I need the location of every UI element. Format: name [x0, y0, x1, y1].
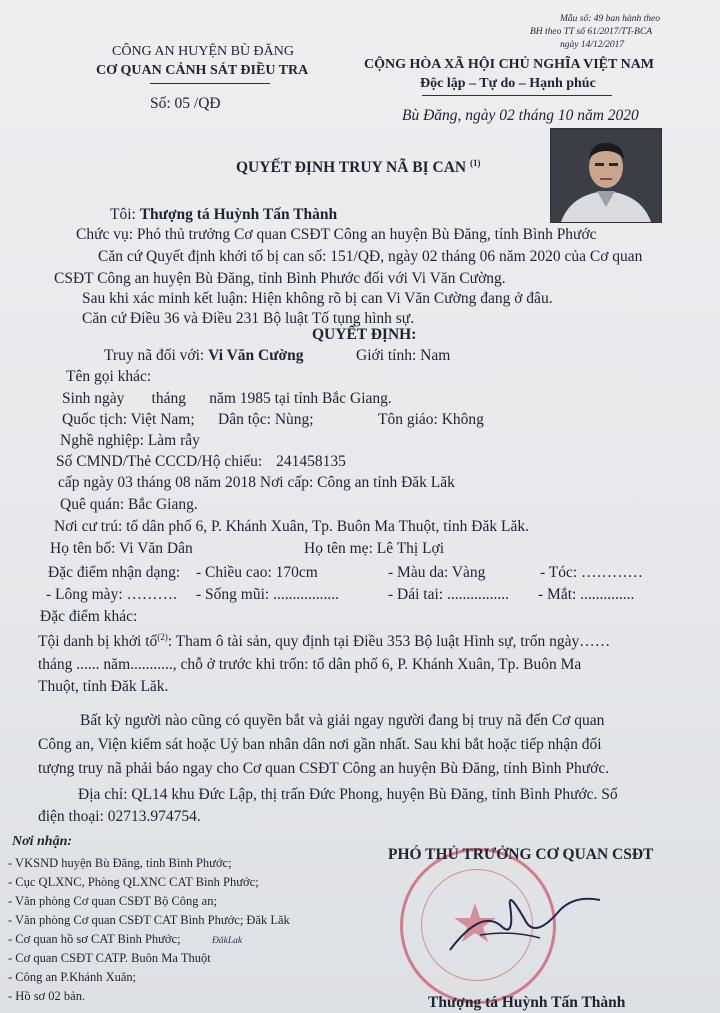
basis-line1: Căn cứ Quyết định khởi tố bị can số: 151/QĐ, ngày 02 tháng 06 năm 2020 của Cơ quan — [98, 248, 643, 265]
form-note-line2: BH theo TT số 61/2017/TT-BCA — [530, 27, 653, 37]
handwritten-note: ĐăkLak — [212, 936, 243, 946]
hometown: Quê quán: Bắc Giang. — [60, 496, 198, 513]
wanted-name: Vi Văn Cường — [208, 347, 304, 364]
portrait-icon — [551, 129, 661, 222]
notice-line4: Địa chỉ: QL14 khu Đức Lập, thị trấn Đức Phong, huyện Bù Đăng, tỉnh Bình Phước. Số — [78, 786, 618, 803]
wanted-label: Truy nã đối với: — [104, 347, 205, 364]
other-features: Đặc điểm khác: — [40, 608, 138, 625]
basis-line3: Sau khi xác minh kết luận: Hiện không rõ bị can Vi Văn Cường đang ở đâu. — [82, 290, 553, 307]
agency-line1: CÔNG AN HUYỆN BÙ ĐĂNG — [112, 44, 294, 59]
issuer-position: Chức vụ: Phó thủ trưởng Cơ quan CSĐT Công an huyện Bù Đăng, tỉnh Bình Phước — [76, 226, 597, 243]
signature-title: PHÓ THỦ TRƯỞNG CƠ QUAN CSĐT — [388, 846, 654, 863]
decision-heading: QUYẾT ĐỊNH: — [312, 326, 417, 343]
recipient-item: - Cục QLXNC, Phòng QLXNC CAT Bình Phước; — [8, 875, 259, 889]
recipient-item: - Văn phòng Cơ quan CSĐT CAT Bình Phước; Đăk Lăk — [8, 913, 290, 927]
feature-eyebrows: - Lông mày: ………. — [46, 586, 177, 603]
charge-line3: Thuột, tỉnh Đăk Lăk. — [38, 678, 169, 695]
notice-line1: Bất kỳ người nào cũng có quyền bắt và giải ngay người đang bị truy nã đến Cơ quan — [80, 712, 605, 729]
notice-line3: tượng truy nã phải báo ngay cho Cơ quan CSĐT Công an huyện Bù Đăng, tỉnh Bình Phước. — [38, 760, 610, 777]
basis-line4: Căn cứ Điều 36 và Điều 231 Bộ luật Tố tụng hình sự. — [82, 310, 415, 327]
charge-line1 — [38, 632, 610, 651]
recipient-item: - Văn phòng Cơ quan CSĐT Bộ Công an; — [8, 894, 217, 908]
recipient-item: - Cơ quan hồ sơ CAT Bình Phước; — [8, 932, 181, 946]
agency-underline — [150, 83, 270, 84]
title-note: (1) — [469, 158, 481, 168]
recipients-heading: Nơi nhận: — [12, 834, 73, 849]
issuer-label: Tôi: — [110, 206, 136, 223]
religion: Tôn giáo: Không — [378, 411, 484, 428]
handwritten-signature — [440, 880, 610, 970]
id-label: Số CMND/Thẻ CCCD/Hộ chiếu: — [56, 453, 263, 470]
feature-ears: - Dái tai: ................ — [388, 586, 509, 603]
title-text: QUYẾT ĐỊNH TRUY NÃ BỊ CAN — [236, 159, 467, 177]
republic-underline — [422, 95, 612, 96]
document-number: Số: 05 /QĐ — [150, 95, 221, 112]
features-label: Đặc điểm nhận dạng: — [48, 564, 181, 581]
id-number: 241458135 — [276, 453, 346, 470]
issuer-name: Thượng tá Huỳnh Tấn Thành — [139, 206, 338, 223]
issue-date: Bù Đăng, ngày 02 tháng 10 năm 2020 — [402, 107, 639, 124]
recipient-item: - Công an P.Khánh Xuân; — [8, 970, 137, 984]
other-names: Tên gọi khác: — [66, 368, 152, 385]
id-line — [56, 453, 346, 471]
gender: Giới tính: Nam — [356, 347, 451, 364]
feature-nose: - Sống mũi: ................. — [196, 586, 339, 603]
feature-skin: - Màu da: Vàng — [388, 564, 486, 581]
feature-eyes: - Mắt: .............. — [538, 586, 635, 603]
father: Họ tên bố: Vi Văn Dân — [50, 540, 193, 557]
charge-line2: tháng ...... năm..........., chỗ ở trước khi trốn: tổ dân phố 6, P. Khánh Xuân, Tp. Buôn Ma — [38, 656, 582, 673]
notice-line2: Công an, Viện kiểm sát hoặc Uỷ ban nhân dân nơi gần nhất. Sau khi bắt hoặc tiếp nhận đối — [38, 736, 602, 753]
form-note-line1: Mẫu số: 49 ban hành theo — [560, 14, 661, 24]
birth-info: Sinh ngày tháng năm 1985 tại tỉnh Bắc Giang. — [62, 390, 392, 407]
recipient-item: - VKSND huyện Bù Đăng, tỉnh Bình Phước; — [8, 856, 232, 870]
wanted-line — [104, 347, 304, 365]
republic-line2: Độc lập – Tự do – Hạnh phúc — [420, 76, 596, 91]
charge-label: Tội danh bị khởi tố — [38, 633, 158, 651]
recipient-item: - Hồ sơ 02 bản. — [8, 989, 86, 1003]
id-issued: cấp ngày 03 tháng 08 năm 2018 Nơi cấp: Công an tỉnh Đăk Lăk — [58, 474, 455, 491]
nationality: Quốc tịch: Việt Nam; — [62, 411, 195, 428]
document-title — [236, 158, 480, 177]
issuer-line — [110, 206, 337, 224]
occupation: Nghề nghiệp: Làm rẫy — [60, 432, 200, 449]
recipient-item: - Cơ quan CSĐT CATP. Buôn Ma Thuột — [8, 951, 211, 965]
ethnicity: Dân tộc: Nùng; — [218, 411, 314, 428]
notice-line5: điện thoại: 02713.974754. — [38, 808, 201, 825]
signer-name: Thượng tá Huỳnh Tấn Thành — [428, 994, 626, 1011]
feature-height: - Chiều cao: 170cm — [196, 564, 318, 581]
feature-hair: - Tóc: ………… — [540, 564, 644, 581]
basis-line2: CSĐT Công an huyện Bù Đăng, tỉnh Bình Phước đối với Vi Văn Cường. — [54, 270, 506, 287]
republic-line1: CỘNG HÒA XÃ HỘI CHỦ NGHĨA VIỆT NAM — [364, 57, 655, 72]
agency-line2: CƠ QUAN CẢNH SÁT ĐIỀU TRA — [96, 63, 309, 78]
charge-text: : Tham ô tài sản, quy định tại Điều 353 Bộ luật Hình sự, trốn ngày…… — [167, 633, 611, 651]
suspect-photo — [550, 128, 662, 223]
form-note-line3: ngày 14/12/2017 — [560, 40, 625, 50]
residence: Nơi cư trú: tổ dân phố 6, P. Khánh Xuân, Tp. Buôn Ma Thuột, tỉnh Đăk Lăk. — [54, 518, 529, 535]
charge-note: (2) — [157, 632, 168, 642]
mother: Họ tên mẹ: Lê Thị Lợi — [304, 540, 445, 557]
